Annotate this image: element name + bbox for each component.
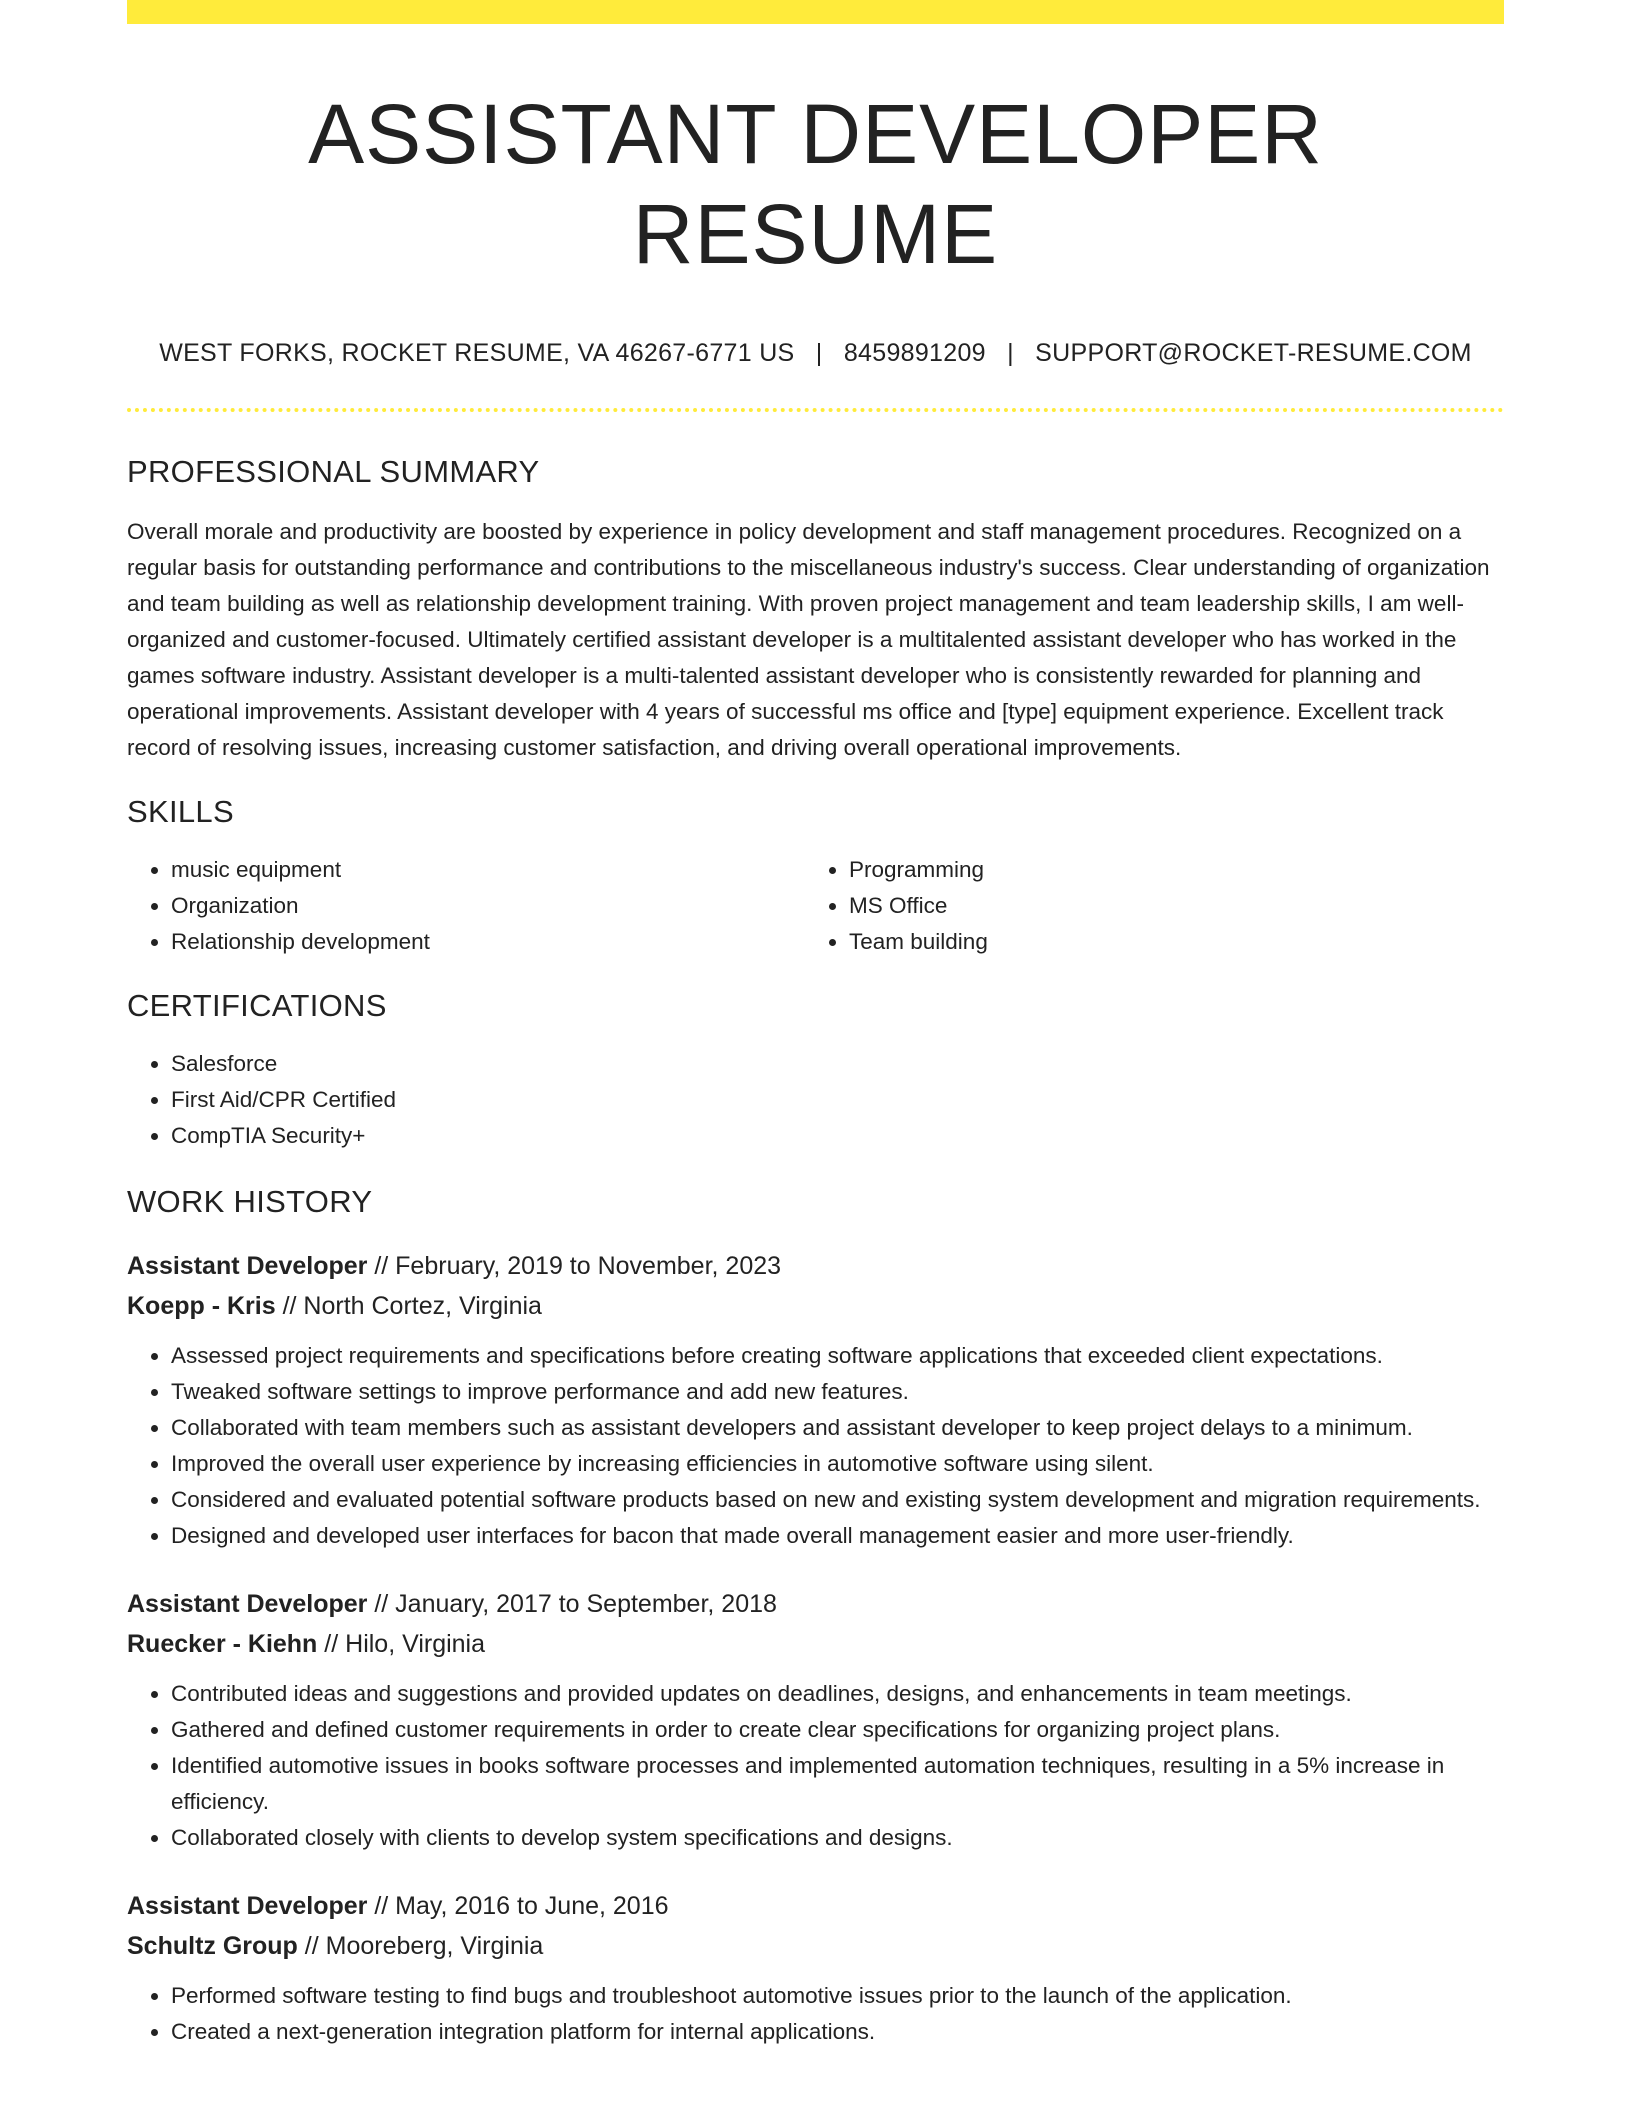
job-company: Schultz Group — [127, 1932, 298, 1960]
job-bullet: • Designed and developed user interfaces for bacon that made overall management easier and more user-friendly. — [171, 1518, 1504, 1554]
skills-heading: SKILLS — [127, 794, 234, 829]
job-location: // North Cortez, Virginia — [282, 1292, 542, 1320]
job-dates: // February, 2019 to November, 2023 — [374, 1252, 782, 1280]
certifications-heading: CERTIFICATIONS — [127, 988, 387, 1023]
job-bullet: • Performed software testing to find bugs and troubleshoot automotive issues prior to the launch of the application. — [171, 1978, 1504, 2014]
job-company-line — [127, 1926, 1504, 1966]
contact-separator: | — [815, 339, 823, 367]
job-role: Assistant Developer — [127, 1892, 368, 1920]
certifications-list — [127, 1046, 1504, 1154]
job-bullet: • Considered and evaluated potential software products based on new and existing system development and migration requirements. — [171, 1482, 1504, 1518]
job-bullet: • Contributed ideas and suggestions and provided updates on deadlines, designs, and enhancements in team meetings. — [171, 1676, 1504, 1712]
accent-bar — [127, 0, 1504, 24]
job-role-line — [127, 1584, 1504, 1624]
skill-item: • Relationship development — [171, 924, 805, 960]
job-bullet: • Gathered and defined customer requirements in order to create clear specifications for organizing project plans. — [171, 1712, 1504, 1748]
job-dates: // January, 2017 to September, 2018 — [374, 1590, 777, 1618]
skill-item: • Programming — [849, 852, 1483, 888]
job-location: // Hilo, Virginia — [324, 1630, 486, 1658]
contact-email: SUPPORT@ROCKET-RESUME.COM — [1035, 339, 1472, 367]
skills-right-list — [805, 852, 1483, 960]
job-bullet: • Identified automotive issues in books software processes and implemented automation techniques, resulting in a 5% increase in efficiency. — [171, 1748, 1504, 1820]
certification-item: • Salesforce — [171, 1046, 1504, 1082]
job-entry — [127, 1886, 1504, 2050]
job-role: Assistant Developer — [127, 1590, 368, 1618]
job-bullet: • Created a next-generation integration platform for internal applications. — [171, 2014, 1504, 2050]
job-entry — [127, 1584, 1504, 1856]
contact-separator: | — [1007, 339, 1014, 367]
summary-heading: PROFESSIONAL SUMMARY — [127, 454, 540, 489]
job-bullet: • Collaborated with team members such as assistant developers and assistant developer to keep project delays to a minimum. — [171, 1410, 1504, 1446]
skill-item: • Team building — [849, 924, 1483, 960]
job-bullet: • Collaborated closely with clients to develop system specifications and designs. — [171, 1820, 1504, 1856]
job-bullet: • Improved the overall user experience by increasing efficiencies in automotive software using silent. — [171, 1446, 1504, 1482]
job-company: Ruecker - Kiehn — [127, 1630, 318, 1658]
job-bullets — [127, 1978, 1504, 2050]
certification-item: • CompTIA Security+ — [171, 1118, 1504, 1154]
resume-title: ASSISTANT DEVELOPER RESUME — [308, 87, 1323, 281]
job-bullet: • Tweaked software settings to improve performance and add new features. — [171, 1374, 1504, 1410]
job-role-line — [127, 1886, 1504, 1926]
contact-phone: 8459891209 — [843, 339, 986, 367]
job-company-line — [127, 1286, 1504, 1326]
job-role-line — [127, 1246, 1504, 1286]
resume-page — [127, 0, 1504, 2050]
job-role: Assistant Developer — [127, 1252, 368, 1280]
skill-item: • Organization — [171, 888, 805, 924]
job-company-line — [127, 1624, 1504, 1664]
job-bullets — [127, 1338, 1504, 1554]
certification-item: • First Aid/CPR Certified — [171, 1082, 1504, 1118]
skills-grid — [127, 852, 1504, 960]
job-bullets — [127, 1676, 1504, 1856]
job-entry — [127, 1246, 1504, 1554]
contact-address: WEST FORKS, ROCKET RESUME, VA 46267-6771 US — [159, 339, 795, 367]
job-bullet: • Assessed project requirements and specifications before creating software applications that exceeded client expectations. — [171, 1338, 1504, 1374]
job-dates: // May, 2016 to June, 2016 — [374, 1892, 669, 1920]
skill-item: • music equipment — [171, 852, 805, 888]
job-company: Koepp - Kris — [127, 1292, 276, 1320]
work-history-heading: WORK HISTORY — [127, 1184, 373, 1219]
job-location: // Mooreberg, Virginia — [304, 1932, 544, 1960]
contact-line — [127, 338, 1504, 368]
summary-text: Overall morale and productivity are boosted by experience in policy development and staff management procedures. Recognized on a regular basis for outstanding performance and contributions to the miscellaneous industry's success. Clear understanding of organization and team building as well as relationship development training. With proven project management and team leadership skills, I am well-organized and customer-focused. Ultimately certified assistant developer is a multitalented assistant developer who has worked in the games software industry. Assistant developer is a multi-talented assistant developer who is consistently rewarded for planning and operational improvements. Assistant developer with 4 years of successful ms office and [type] equipment experience. Excellent track record of resolving issues, increasing customer satisfaction, and driving overall operational improvements. — [127, 519, 1490, 760]
skills-left-list — [127, 852, 805, 960]
skill-item: • MS Office — [849, 888, 1483, 924]
dotted-divider — [127, 408, 1504, 412]
